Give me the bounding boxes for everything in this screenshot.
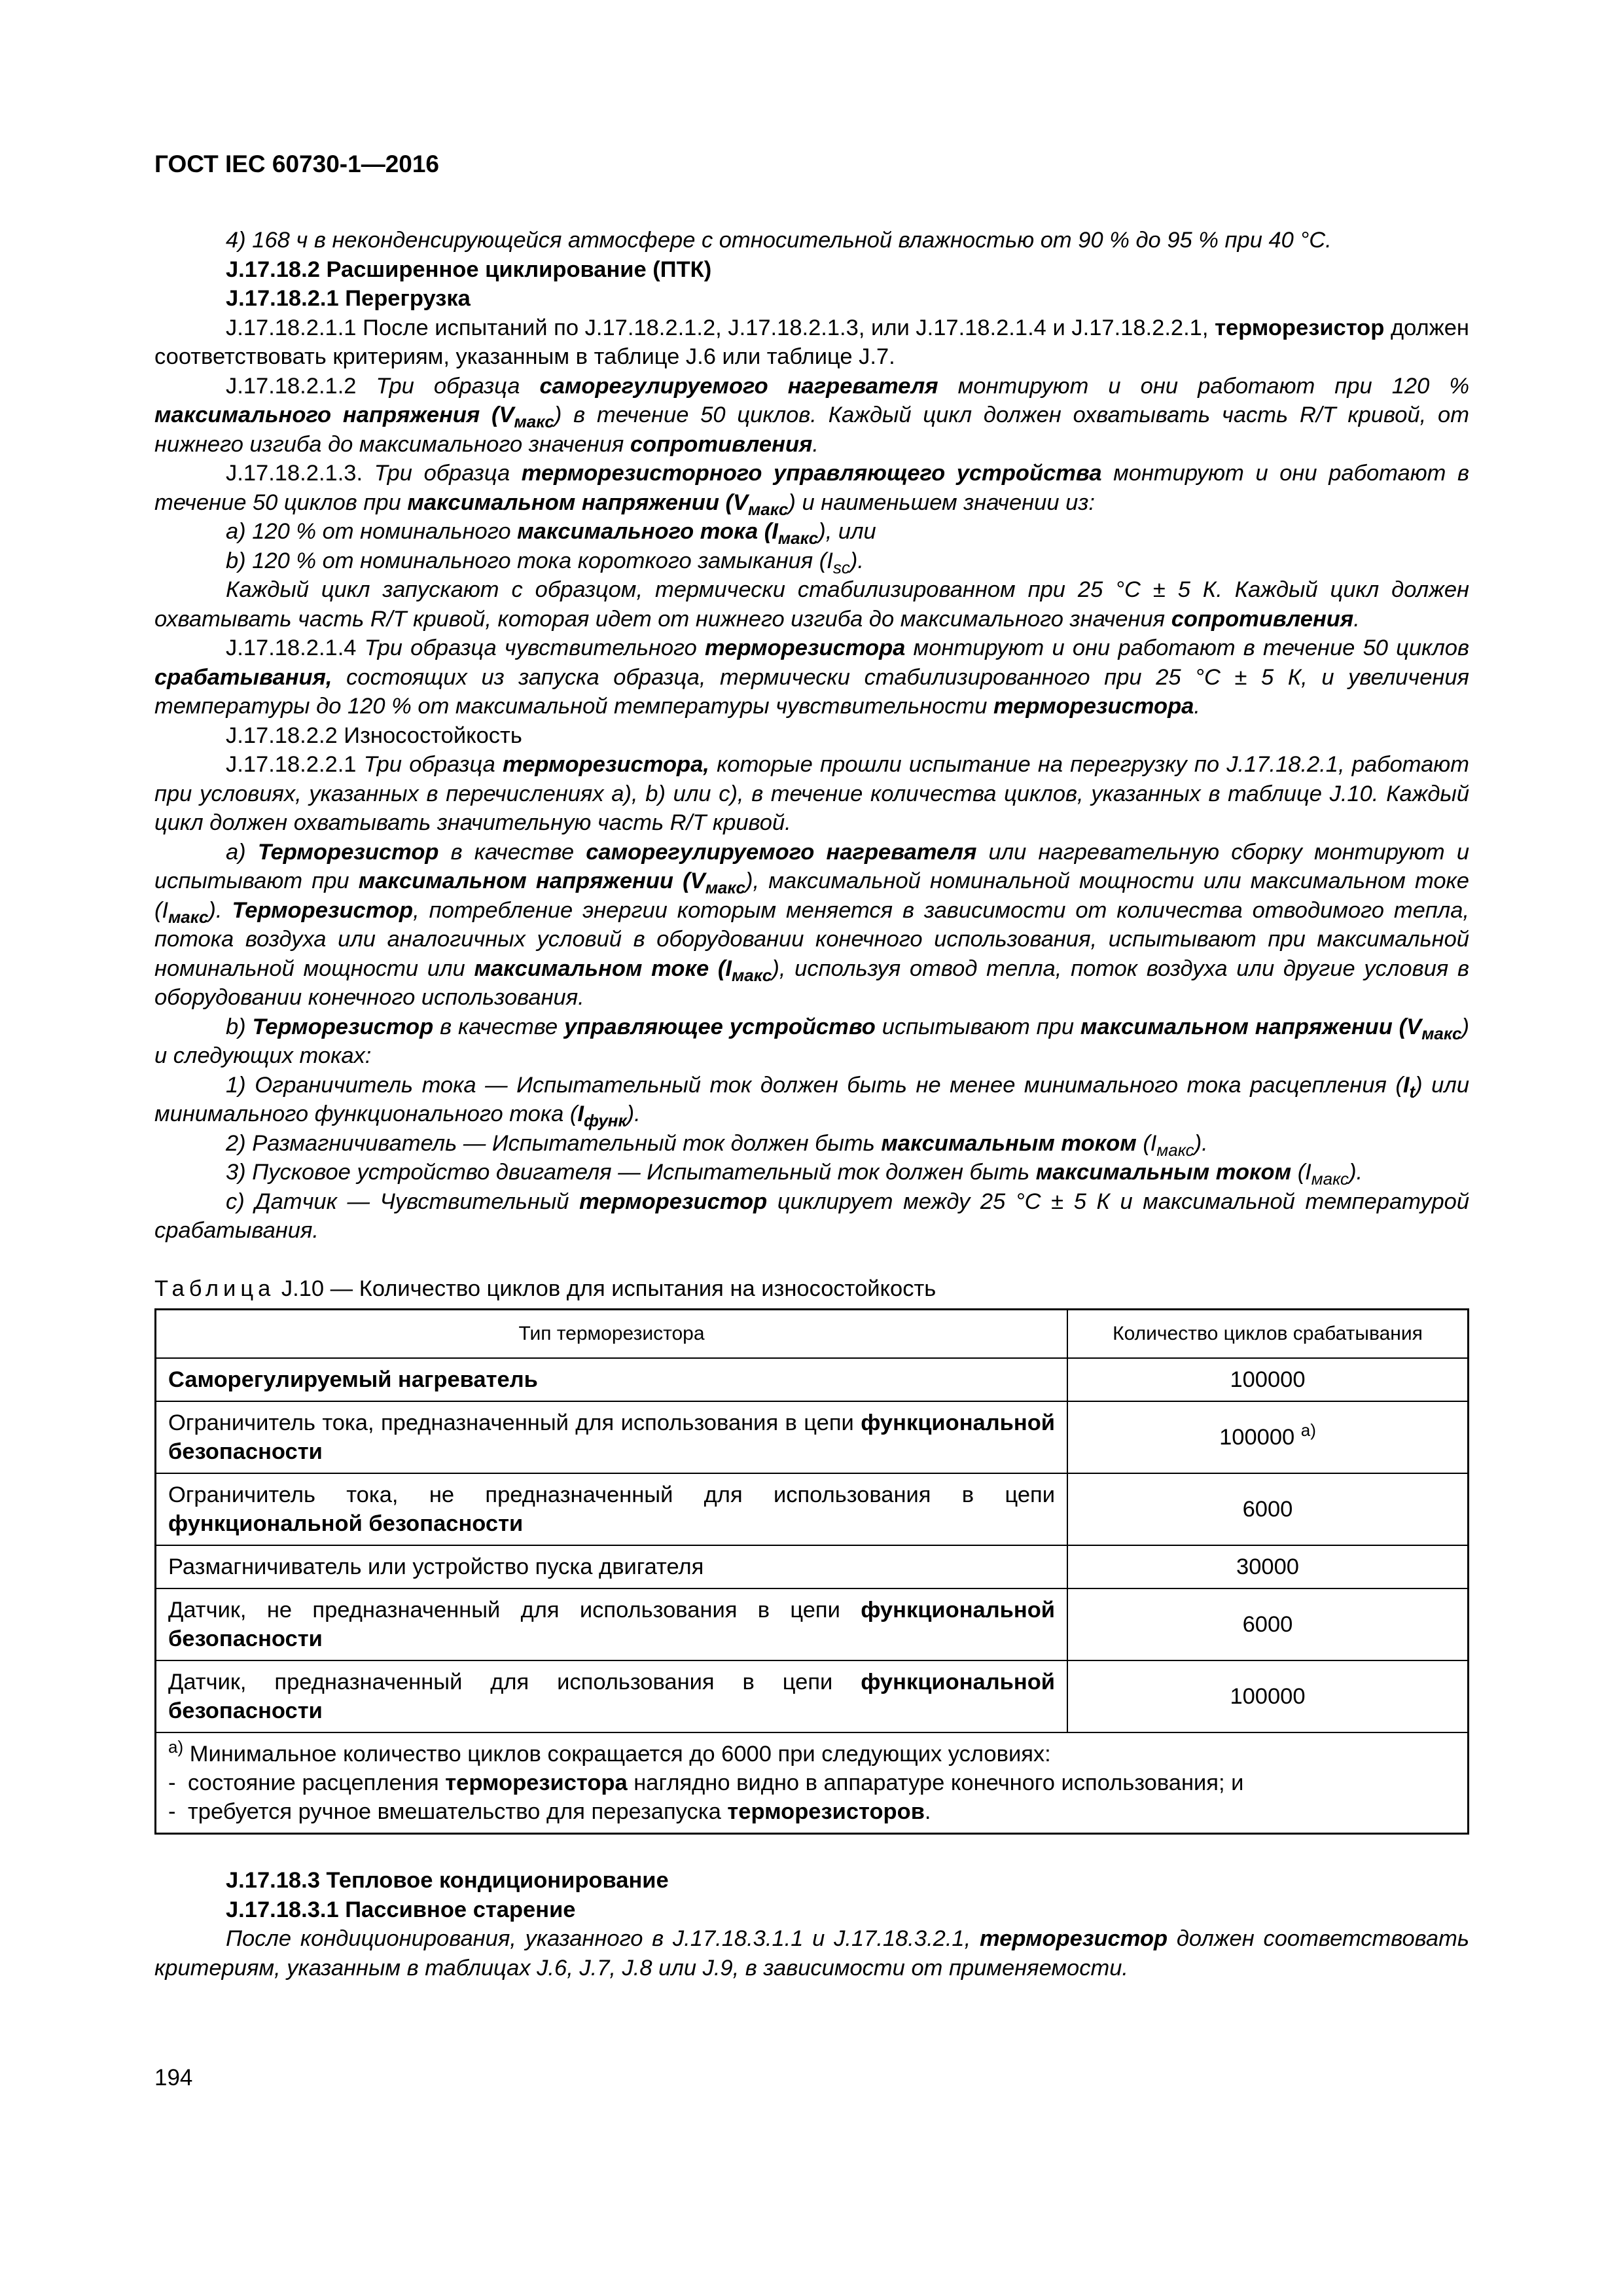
cycles-table	[154, 1308, 1469, 1835]
table-cell-cycles: 6000	[1067, 1473, 1469, 1545]
table-cell-cycles: 6000	[1067, 1588, 1469, 1660]
table-row	[156, 1473, 1469, 1545]
list-item-a-heater: a) Терморезистор в качестве саморегулируемого нагревателя или нагревательную сборку монтируют и испытывают при максимальном напряжении $(V_{макс})$, максимальной номинальной мощности или максимальном токе $(I_{макс})$. Терморезистор, потребление энергии которым меняется в зависимости от количества отводимого тепла, потока воздуха или аналогичных условий в оборудовании конечного использования, испытывают при максимальной номинальной мощности или максимальном токе $(I_{макс})$, используя отвод тепла, поток воздуха или другие условия в оборудовании конечного использования.	[154, 839, 1470, 1010]
section-heading-j17183: J.17.18.3 Тепловое кондиционирование	[226, 1868, 669, 1893]
table-row	[156, 1545, 1469, 1588]
table-footnote: $^{а)}$ Минимальное количество циклов сокращается до 6000 при следующих условиях: - состояние расцепления терморезистора наглядно видно в аппаратуре конечного использования; и - требуется ручное вмешательство для перезапуска терморезисторов.	[156, 1732, 1469, 1834]
table-header-row	[156, 1310, 1469, 1359]
list-item-1: 1) Ограничитель тока — Испытательный ток должен быть не менее минимального тока расцепления $(I_t)$ или минимального функционального тока $(I_{функ})$.	[154, 1072, 1470, 1130]
paragraph-j1718212: J.17.18.2.1.2 Три образца саморегулируемого нагревателя монтируют и они работают при 120 % максимального напряжения $(V_{макс})$ в течение 50 циклов. Каждый цикл должен охватывать часть R/T кривой, от нижнего изгиба до максимального значения сопротивления.	[154, 373, 1470, 457]
table-note-row	[156, 1732, 1469, 1834]
section-heading-j171822: J.17.18.2.2 Износостойкость	[226, 723, 522, 748]
section-heading-j171831: J.17.18.3.1 Пассивное старение	[226, 1897, 576, 1922]
table-cell-cycles: 100000	[1067, 1660, 1469, 1732]
table-cell-type: Датчик, не предназначенный для использования в цепи функциональной безопасности	[156, 1588, 1068, 1660]
list-item-b: b) 120 % от номинального тока короткого замыкания $(I_{sc})$.	[226, 548, 864, 577]
paragraph-4: 4) 168 ч в неконденсирующейся атмосфере с относительной влажностью от 90 % до 95 % при 40 °С.	[226, 228, 1332, 253]
document-header: ГОСТ IEC 60730-1—2016	[154, 151, 440, 177]
section-heading-j17182: J.17.18.2 Расширенное циклирование (ПТК)	[226, 257, 712, 282]
paragraph-cycle-note: Каждый цикл запускают с образцом, термически стабилизированном при 25 °С ± 5 К. Каждый цикл должен охватывать часть R/T кривой, которая идет от нижнего изгиба до максимального значения сопротивления.	[154, 577, 1469, 632]
table-cell-type: Ограничитель тока, не предназначенный для использования в цепи функциональной безопасности	[156, 1473, 1068, 1545]
table-row	[156, 1401, 1469, 1473]
table-cell-type: Размагничиватель или устройство пуска двигателя	[156, 1545, 1068, 1588]
list-item-a: a) 120 % от номинального максимального тока $(I_{макс})$, или	[226, 519, 876, 548]
table-cell-type: Ограничитель тока, предназначенный для использования в цепи функциональной безопасности	[156, 1401, 1068, 1473]
after-table-section	[154, 1866, 1469, 1982]
table-header-type: Тип терморезистора	[156, 1310, 1068, 1359]
paragraph-j1718211: J.17.18.2.1.1 После испытаний по J.17.18.2.1.2, J.17.18.2.1.3, или J.17.18.2.1.4 и J.17.18.2.2.1, терморезистор должен соответствовать критериям, указанным в таблице J.6 или таблице J.7.	[154, 315, 1469, 369]
table-cell-type: Саморегулируемый нагреватель	[156, 1358, 1068, 1401]
paragraph-j1718213: J.17.18.2.1.3. Три образца терморезисторного управляющего устройства монтируют и они работают в течение 50 циклов при максимальном напряжении $(V_{макс})$ и наименьшем значении из:	[154, 461, 1469, 519]
list-item-3: 3) Пусковое устройство двигателя — Испытательный ток должен быть максимальным током $(I_{макс})$.	[226, 1160, 1363, 1189]
table-cell-cycles: 30000	[1067, 1545, 1469, 1588]
page-number: 194	[154, 2065, 193, 2090]
paragraph-passive-aging: После кондиционирования, указанного в J.17.18.3.1.1 и J.17.18.3.2.1, терморезистор должен соответствовать критериям, указанным в таблицах J.6, J.7, J.8 или J.9, в зависимости от применяемости.	[154, 1926, 1469, 1981]
table-cell-cycles: 100000 $^{а)}$	[1067, 1401, 1469, 1473]
list-item-2: 2) Размагничиватель — Испытательный ток должен быть максимальным током $(I_{макс})$.	[226, 1130, 1208, 1160]
table-row	[156, 1660, 1469, 1732]
table-header-cycles: Количество циклов срабатывания	[1067, 1310, 1469, 1359]
footnote-mark: а)	[1300, 1420, 1316, 1440]
table-cell-cycles: 100000	[1067, 1358, 1469, 1401]
table-caption: Таблица J.10 — Количество циклов для испытания на износостойкость	[154, 1276, 936, 1301]
paragraph-j1718221: J.17.18.2.2.1 Три образца терморезистора, которые прошли испытание на перегрузку по J.17.18.2.1, работают при условиях, указанных в перечислениях a), b) или с), в течение количества циклов, указанных в таблице J.10. Каждый цикл должен охватывать значительную часть R/T кривой.	[154, 752, 1469, 835]
page-content	[154, 226, 1469, 1982]
section-heading-j171821: J.17.18.2.1 Перегрузка	[226, 286, 471, 311]
list-item-b-control: b) Терморезистор в качестве управляющее устройство испытывают при максимальном напряжении $(V_{макс})$ и следующих токах:	[154, 1014, 1470, 1068]
list-item-c: c) Датчик — Чувствительный терморезистор циклирует между 25 °С ± 5 К и максимальной температурой срабатывания.	[154, 1189, 1470, 1243]
paragraph-j1718214: J.17.18.2.1.4 Три образца чувствительного терморезистора монтируют и они работают в течение 50 циклов срабатывания, состоящих из запуска образца, термически стабилизированного при 25 °С ± 5 К, и увеличения температуры до 120 % от максимальной температуры чувствительности терморезистора.	[154, 636, 1469, 719]
table-cell-type: Датчик, предназначенный для использования в цепи функциональной безопасности	[156, 1660, 1068, 1732]
table-row	[156, 1588, 1469, 1660]
table-row	[156, 1358, 1469, 1401]
